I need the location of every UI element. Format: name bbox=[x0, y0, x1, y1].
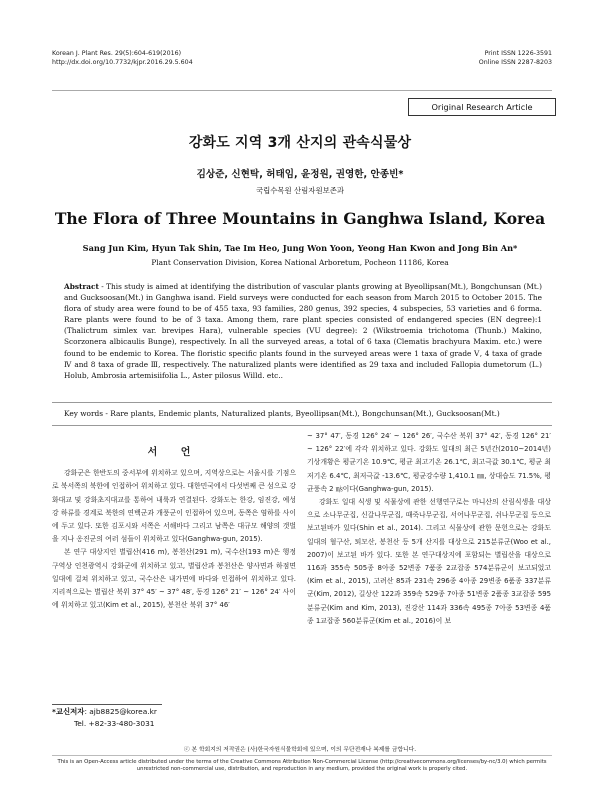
intro-paragraph-2: 본 연구 대상지인 별립산(416 m), 봉천산(291 m), 국수산(193 m)은 행정구역상 인천광역시 강화군에 위치하고 있고, 별립산과 봉천산은 양사면과 하점면 일대에 걸쳐 위치하고 있고, 국수산은 내가면에 바다와 인접하여 위치하고 있다. 지리적으로는 별립산 북위 37° 45′ ~ 37° 48′, 동경 126° 21′ ~ 126° 24′ 사이에 위치하고 있고(Kim et al., 2015), 봉천산 북위 37° 46′ bbox=[52, 548, 296, 610]
doi-link[interactable]: http://dx.doi.org/10.7732/kjpr.2016.29.5.604 bbox=[52, 59, 193, 66]
keywords: Key words - Rare plants, Endemic plants, Naturalized plants, Byeollipsan(Mt.), Bongchunsan(Mt.), Gucksoosan(Mt.) bbox=[64, 409, 500, 418]
authors-korean: 김상준, 신현탁, 허태임, 윤정원, 권영한, 안종빈* bbox=[196, 169, 404, 180]
intro-paragraph-1: 강화군은 한반도의 중서부에 위치하고 있으며, 지역상으로는 서울시를 기점으로 북서쪽의 북한에 인접하여 위치하고 있다. 대한민국에서 다섯번째 큰 섬으로 강화대교 및 강화초지대교를 통하여 내륙과 연결된다. 강화도는 한강, 임진강, 예성강 하류를 경계로 북한의 연백군과 개풍군이 인접하여 있으며, 동쪽은 염하를 사이에 두고 있다. 또한 김포시와 서쪽은 서해바다 그리고 남쪽은 대규모 해양의 갯벌을 지나 옹진군의 여러 섬들이 위치하고 있다(Ganghwa-gun, 2015). bbox=[52, 469, 296, 544]
keywords-rule-bottom bbox=[52, 425, 552, 426]
title-korean: 강화도 지역 3개 산지의 관속식물상 bbox=[188, 135, 412, 151]
open-access-notice: This is an Open-Access article distributed under the terms of the Creative Commons Attribution Non-Commercial License (http://creativecommons.org/licenses/by-nc/3.0) which permits unrestricted non-commercial use, distribution, and reproduction in any medium, provided the original work is properly cited. bbox=[57, 759, 547, 773]
intro-paragraph-3: 강화도 일대 식생 및 식물상에 관한 선행연구로는 마니산의 산림식생을 대상으로 소나무군집, 신갈나무군집, 때죽나무군집, 서어나무군집, 쉬나무군집 등으로 보고된바가 있다(Shin et al., 2014). 그리고 식물상에 관한 문헌으로는 강화도 일대의 혈구산, 퇴모산, 봉천산 등 5개 산지를 대상으로 215분류군(Woo et al., 2007)이 보고된 바가 있다. 또한 본 연구대상지에 포함되는 별립산을 대상으로 116과 355속 505종 8아종 52변종 7품종 2교잡종 574분류군이 보고되었고(Kim et al., 2015), 고려산 85과 231속 296종 4아종 29변종 6품종 337분류군(Kim, 2012), 길상산 122과 359속 529종 7아종 51변종 2품종 3교잡종 595분류군(Kim and Kim, 2013), 진강산 114과 336속 495종 7아종 53변종 4품종 1교잡종 560분류군(Kim et al., 2016)이 보 bbox=[307, 498, 551, 625]
authors-english: Sang Jun Kim, Hyun Tak Shin, Tae Im Heo, Jung Won Yoon, Yeong Han Kwon and Jong Bin An* bbox=[82, 243, 518, 253]
correspondence bbox=[52, 706, 157, 730]
header-rule bbox=[52, 90, 552, 91]
footnote-rule bbox=[52, 704, 162, 705]
section-title-introduction: 서 언 bbox=[147, 447, 201, 458]
journal-citation: Korean J. Plant Res. 29(5):604-619(2016) bbox=[52, 50, 182, 57]
corresponding-author-label: *교신저자 bbox=[52, 707, 85, 716]
title-english: The Flora of Three Mountains in Ganghwa Island, Korea bbox=[54, 209, 546, 228]
corresponding-tel: Tel. +82-33-480-3031 bbox=[74, 719, 155, 728]
issn-print: Print ISSN 1226-3591 bbox=[484, 50, 552, 57]
abstract-text: - This study is aimed at identifying the distribution of vascular plants growing at Byeollipsan(Mt.), Bongchunsan (Mt.) and Gucksoosan(Mt.) in Ganghwa isand. Field surveys were conducted for each season from March 2015 to October 2015. The flora of study area were found to be of 455 taxa, 93 families, 280 genus, 392 species, 4 subspecies, 53 varieties and 6 forma. Rare plants were found to be of 3 taxa. Among them, rare plant species consisted of endangered species (EN degree):1 (Thalictrum simlex var. brevipes Hara), vulnerable species (VU degree): 2 (Wikstroemia trichotoma (Thunb.) Makino, Scorzonera albicaulis Bunge), respectively. In all the surveyed areas, a total of 6 taxa (Clematis brachyura Maxim. etc.) were found to be endemic to Korea. The floristic specific plants found in the surveyed areas were 1 taxa of grade Ⅴ, 4 taxa of grade Ⅳ and 8 taxa of grade Ⅲ, respectively. The naturalized plants were identified as 29 taxa and included Fallopia dumetorum (L.) Holub, Ambrosia artemisiifolia L., Aster pilosus Willd. etc.. bbox=[64, 282, 542, 380]
affiliation-english: Plant Conservation Division, Korea National Arboretum, Pocheon 11186, Korea bbox=[151, 258, 449, 267]
footer-rule bbox=[52, 755, 552, 756]
abstract-label: Abstract bbox=[64, 282, 99, 291]
issn-online: Online ISSN 2287-8203 bbox=[478, 59, 552, 66]
corresponding-email[interactable]: : ajb8825@korea.kr bbox=[84, 707, 157, 716]
left-column bbox=[52, 432, 296, 612]
right-column bbox=[307, 430, 551, 628]
keywords-rule-top bbox=[52, 402, 552, 403]
article-type-badge: Original Research Article bbox=[408, 98, 556, 116]
abstract bbox=[64, 281, 542, 381]
intro-paragraph-2-cont: ~ 37° 47′, 동경 126° 24′ ~ 126° 26′, 국수산 북위 37° 42′, 동경 126° 21′ ~ 126° 22′에 각각 위치하고 있다. 강화도 일대의 최근 5년간(2010~2014년) 기상개황은 평균기온 10.9℃, 평균 최고기온 26.1℃, 최고극값 30.1℃, 평균 최저기온 6.4℃, 최저극값 -13.6℃, 평균강수량 1,410.1 ㎜, 상대습도 71.5%, 평균풍속 2 ㎧이다(Ganghwa-gun, 2015). bbox=[307, 432, 551, 493]
affiliation-korean: 국립수목원 산림자원보존과 bbox=[255, 186, 345, 195]
copyright-korean: ⓒ 본 학회지의 저작권은 (사)한국자원식물학회에 있으며, 이의 무단전재나 복제를 금합니다. bbox=[183, 747, 417, 753]
